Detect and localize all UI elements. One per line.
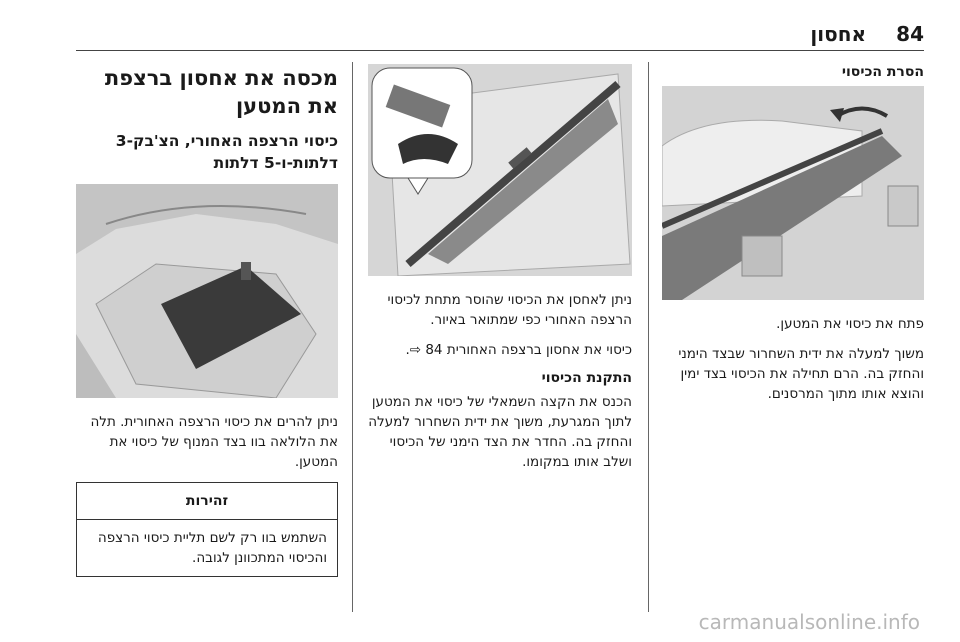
paragraph: הכנס את הקצה השמאלי של כיסוי את המטען לתוך המגרעת, משוך את ידית השחרור למעלה והחזק בה. החדר את הצד הימני של הכיסוי ושלב אותו במקומו. [368, 394, 632, 470]
caution-text: השתמש בוו רק לשם תליית כיסוי הרצפה והכיסוי המתכוונן לגובה. [97, 530, 327, 566]
figure-cover-storage [368, 64, 632, 276]
caution-title: זהירות [77, 483, 337, 520]
chapter-title: אחסון [810, 22, 866, 46]
column-right [76, 64, 338, 577]
header-rule [76, 50, 924, 51]
column-middle [368, 64, 632, 482]
figure-floor-cover-hook [76, 184, 338, 398]
column-divider [648, 62, 649, 612]
column-divider [352, 62, 353, 612]
figure-cover-removal [662, 86, 924, 300]
page-number: 84 [896, 22, 924, 46]
section-heading: מכסה את אחסון ברצפת את המטען [104, 66, 338, 118]
watermark: carmanualsonline.info [698, 610, 920, 634]
paragraph: פתח את כיסוי את המטען. [776, 316, 924, 332]
paragraph: ניתן להרים את כיסוי הרצפה האחורית. תלה את הלולאה בוו בצד המנוף של כיסוי את המטען. [90, 414, 338, 470]
section-heading: הסרת הכיסוי [841, 64, 924, 80]
caution-box [76, 482, 338, 577]
section-subheading: כיסוי הרצפה האחורי, הצ'בק-3 דלתות-ו-5 דלתות [115, 132, 338, 172]
paragraph: כיסוי את אחסון ברצפה האחורית 84 ⇨. [405, 342, 632, 358]
column-left [662, 64, 924, 414]
section-heading: התקנת הכיסוי [541, 370, 632, 386]
paragraph: ניתן לאחסן את הכיסוי שהוסר מתחת לכיסוי הרצפה האחורי כפי שמתואר באיור. [387, 292, 632, 328]
paragraph: משוך למעלה את ידית השחרור שבצד הימני והחזק בה. הרם תחילה את הכיסוי בצד ימין והוצא אותו מתוך המרסנים. [678, 346, 924, 402]
